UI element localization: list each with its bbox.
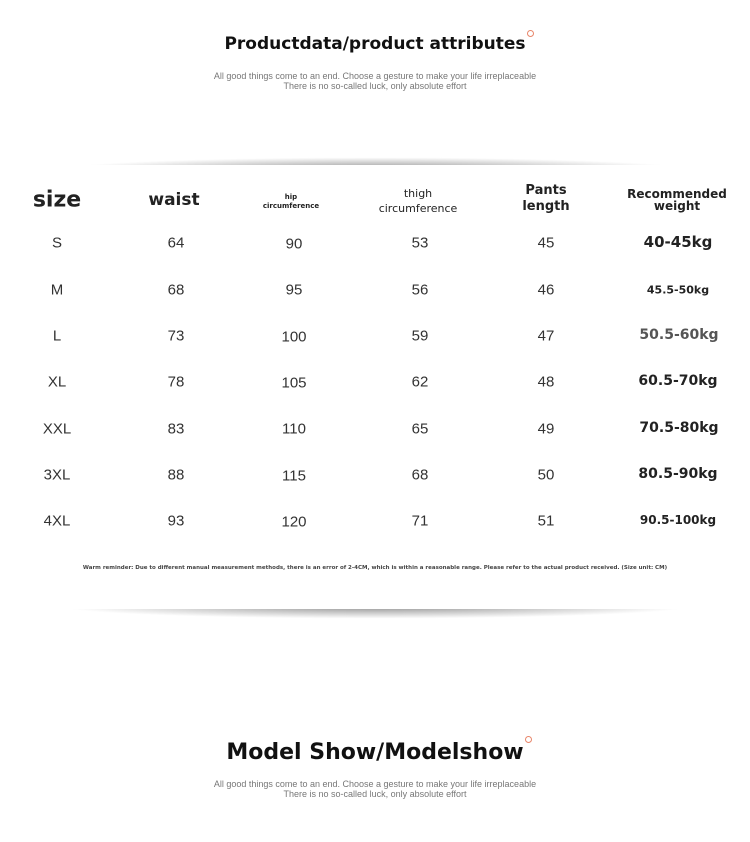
header-weight: Recommended weight [627, 187, 727, 213]
row-size: S [51, 234, 63, 252]
row-length: 46 [537, 281, 555, 299]
card-top-shadow [0, 130, 750, 170]
row-length: 45 [537, 234, 555, 252]
title-dot-icon [527, 30, 534, 37]
row-size: 4XL [43, 512, 71, 530]
row-waist: 64 [167, 234, 185, 252]
row-hip: 120 [281, 513, 307, 531]
row-length: 47 [537, 327, 555, 345]
row-hip: 100 [281, 328, 307, 346]
row-waist: 78 [167, 373, 185, 391]
row-weight: 40-45kg [643, 233, 713, 251]
row-waist: 88 [167, 466, 185, 484]
row-length: 49 [537, 420, 555, 438]
product-data-title [0, 34, 750, 54]
row-waist: 73 [167, 327, 185, 345]
model-show-title [0, 740, 750, 765]
header-thigh: thigh circumference [378, 187, 458, 215]
card-bottom-shadow [0, 606, 750, 646]
header-waist: waist [148, 190, 200, 210]
row-length: 51 [537, 512, 555, 530]
row-hip: 110 [282, 420, 306, 438]
top-subtitle-2: There is no so-called luck, only absolute effort [283, 81, 467, 91]
row-size: XL [47, 373, 67, 391]
title-dot-icon [525, 736, 532, 743]
row-length: 50 [537, 466, 555, 484]
bottom-subtitle-2: There is no so-called luck, only absolute effort [283, 789, 467, 799]
row-waist: 93 [167, 512, 185, 530]
model-show-title-text: Model Show/Modelshow [226, 740, 524, 765]
top-subtitle-1: All good things come to an end. Choose a gesture to make your life irreplaceable [213, 71, 537, 81]
row-hip: 95 [285, 281, 303, 299]
row-weight: 70.5-80kg [639, 420, 719, 436]
row-size: 3XL [43, 466, 71, 484]
row-weight: 50.5-60kg [639, 327, 719, 343]
row-weight: 90.5-100kg [639, 513, 717, 527]
header-size: size [32, 187, 82, 213]
row-thigh: 71 [411, 512, 429, 530]
bottom-subtitle-1: All good things come to an end. Choose a gesture to make your life irreplaceable [213, 779, 537, 789]
header-pants-length: Pants length [522, 183, 570, 214]
product-data-title-text: Productdata/product attributes [224, 34, 526, 54]
row-thigh: 56 [411, 281, 429, 299]
row-thigh: 65 [411, 420, 429, 438]
row-size: M [50, 281, 64, 299]
row-thigh: 59 [411, 327, 429, 345]
row-hip: 90 [285, 235, 303, 253]
row-waist: 83 [167, 420, 185, 438]
row-hip: 105 [281, 374, 307, 392]
row-thigh: 53 [411, 234, 429, 252]
row-length: 48 [537, 373, 555, 391]
row-thigh: 62 [411, 373, 429, 391]
row-size: XXL [42, 420, 72, 438]
warm-reminder: Warm reminder: Due to different manual measurement methods, there is an error of 2-4CM, which is within a reasonable range. Please refer to the actual product received. (Size unit: CM) [82, 565, 668, 571]
row-weight: 80.5-90kg [638, 466, 718, 482]
header-hip: hip circumference [262, 193, 320, 210]
row-thigh: 68 [411, 466, 429, 484]
row-size: L [52, 327, 62, 345]
row-weight: 45.5-50kg [646, 283, 710, 297]
row-weight: 60.5-70kg [638, 373, 718, 389]
row-waist: 68 [167, 281, 185, 299]
row-hip: 115 [282, 467, 306, 485]
